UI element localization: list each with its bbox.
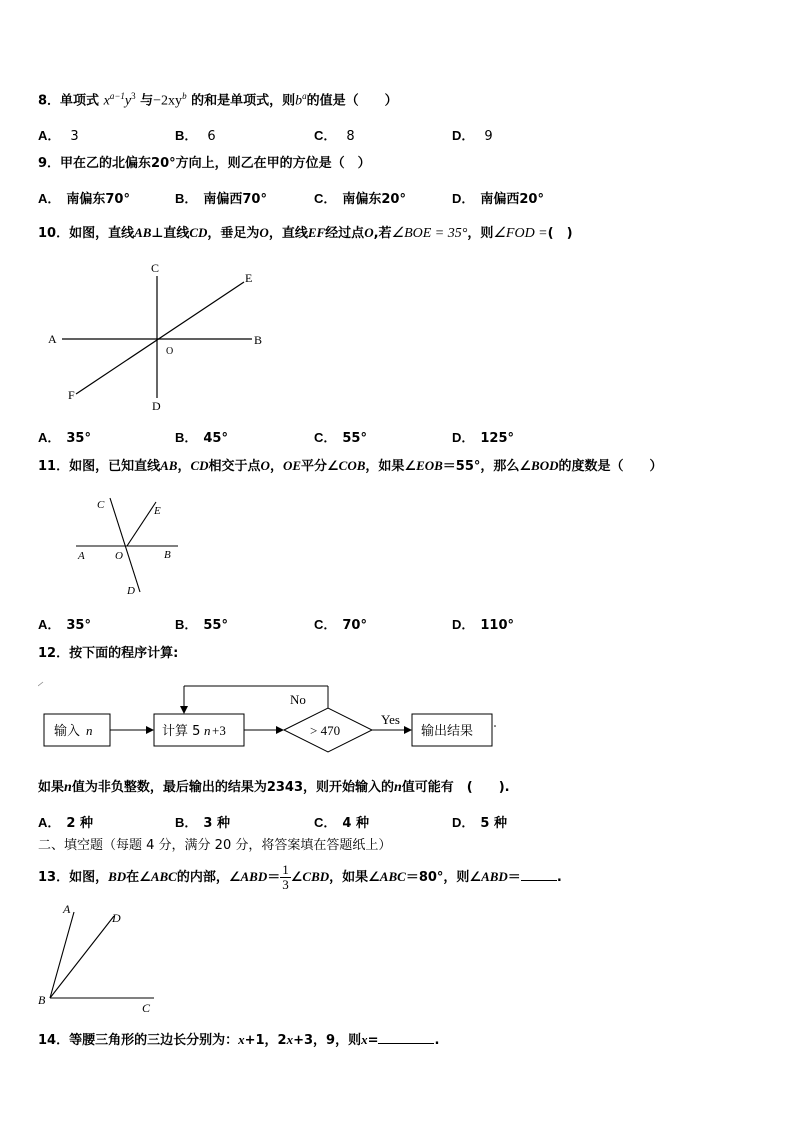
- flow-arrow-1: [146, 726, 154, 734]
- q11-figure: [70, 492, 190, 602]
- q8-option-d[interactable]: D． 9: [452, 128, 493, 144]
- q13-number: 13．: [38, 870, 70, 885]
- q14-stem: 14．等腰三角形的三边长分别为：x+1，2x+3，9，则x= .: [38, 1032, 440, 1048]
- flow-input-var: n: [86, 723, 93, 738]
- q11-line-oe: [127, 502, 156, 546]
- q9-stem: 9．甲在乙的北偏东20°方向上，则乙在甲的方位是（ ）: [38, 156, 371, 171]
- q13-ray-ba: [50, 912, 74, 998]
- q10-label-d: D: [152, 399, 161, 413]
- q12-option-d[interactable]: D． 5 种: [452, 815, 507, 831]
- q10-label-e: E: [245, 271, 253, 285]
- q12-option-a[interactable]: A． 2 种: [38, 815, 93, 831]
- q10-label-f: F: [68, 388, 75, 402]
- flow-calc-label: 计算 5: [162, 724, 201, 739]
- flow-arrow-3: [404, 726, 412, 734]
- q12-stem: 12．按下面的程序计算:: [38, 646, 179, 661]
- q10-option-c[interactable]: C． 55°: [314, 430, 367, 446]
- flow-calc-var: n: [204, 723, 211, 738]
- q10-option-a[interactable]: A． 35°: [38, 430, 91, 446]
- q11-stem: 11．如图，已知直线AB，CD相交于点O，OE平分∠COB，如果∠EOB＝55°，那么∠BOD的度数是（ ）: [38, 458, 663, 474]
- flow-calc-tail: +3: [212, 723, 226, 738]
- flow-arrow-2: [276, 726, 284, 734]
- q11-option-d[interactable]: D． 110°: [452, 617, 515, 633]
- q13-label-b: B: [38, 993, 46, 1007]
- q10-number: 10．: [38, 226, 70, 241]
- q12-number: 12．: [38, 646, 70, 661]
- q12-option-c[interactable]: C． 4 种: [314, 815, 369, 831]
- q11-label-a: A: [78, 550, 85, 562]
- q11-label-o: O: [115, 550, 123, 562]
- q13-ray-bd: [50, 916, 114, 998]
- flow-arrow-loop: [180, 706, 188, 714]
- q8-option-a[interactable]: A． 3: [38, 128, 79, 144]
- q10-label-c: C: [151, 261, 160, 275]
- q13-label-d: D: [112, 911, 121, 925]
- q9-option-b[interactable]: B． 南偏西70°: [175, 191, 267, 207]
- q13-stem: 13．如图，BD在∠ABC的内部，∠ABD＝ $\frac{1}{3}$ ∠CBD，如果∠ABC＝80°，则∠ABD＝ .: [38, 862, 562, 892]
- q13-fraction: $\frac{1}{3}$: [282, 862, 289, 892]
- q11-label-c: C: [97, 499, 105, 511]
- q14-answer-blank[interactable]: [378, 1031, 434, 1044]
- q11-line-cd: [110, 498, 140, 592]
- flow-output-label: 输出结果: [421, 724, 474, 739]
- flow-condition-text: > 470: [310, 723, 341, 738]
- flow-yes-label: Yes: [381, 712, 400, 727]
- q13-answer-blank[interactable]: [521, 868, 557, 881]
- q10-option-d[interactable]: D． 125°: [452, 430, 515, 446]
- q14-number: 14．: [38, 1033, 70, 1048]
- q12-flowchart: [38, 680, 508, 764]
- q10-label-b: B: [254, 333, 263, 347]
- q8-option-b[interactable]: B． 6: [175, 128, 216, 144]
- q12-followup: 如果n值为非负整数，最后输出的结果为2343，则开始输入的n值可能有 ( ).: [38, 780, 510, 795]
- q11-label-e: E: [154, 505, 161, 517]
- q11-number: 11．: [38, 459, 70, 474]
- q9-option-c[interactable]: C． 南偏东20°: [314, 191, 406, 207]
- q10-stem: 10．如图，直线AB⊥直线CD，垂足为O，直线EF经过点O,若∠BOE = 35°，则∠FOD =( ): [38, 225, 573, 241]
- q10-figure: [40, 258, 280, 418]
- q9-option-d[interactable]: D． 南偏西20°: [452, 191, 544, 207]
- q8-stem: 8．单项式 $x^{a-1}y^3$ 与$-2xy^b$ 的和是单项式，则$b^a$的值是（ ）: [38, 91, 398, 109]
- flow-input-label: 输入: [54, 724, 81, 739]
- q8-option-c[interactable]: C． 8: [314, 128, 355, 144]
- q13-label-a: A: [63, 902, 71, 916]
- q10-label-o: O: [166, 346, 174, 357]
- q10-line-ef: [76, 282, 244, 394]
- q13-figure: [36, 900, 166, 1018]
- q10-label-a: A: [48, 332, 57, 346]
- q12-option-b[interactable]: B． 3 种: [175, 815, 230, 831]
- q11-option-b[interactable]: B． 55°: [175, 617, 228, 633]
- q11-label-d: D: [127, 585, 135, 597]
- q9-number: 9．: [38, 156, 61, 171]
- q11-label-b: B: [164, 549, 171, 561]
- q11-option-a[interactable]: A． 35°: [38, 617, 91, 633]
- q8-number: 8．: [38, 93, 61, 109]
- flow-no-label: No: [290, 692, 306, 707]
- q10-option-b[interactable]: B． 45°: [175, 430, 228, 446]
- q11-option-c[interactable]: C． 70°: [314, 617, 367, 633]
- q9-option-a[interactable]: A． 南偏东70°: [38, 191, 130, 207]
- section-heading-fill-in: 二、填空题（每题 4 分，满分 20 分，将答案填在答题纸上）: [38, 838, 392, 853]
- q13-label-c: C: [142, 1001, 151, 1015]
